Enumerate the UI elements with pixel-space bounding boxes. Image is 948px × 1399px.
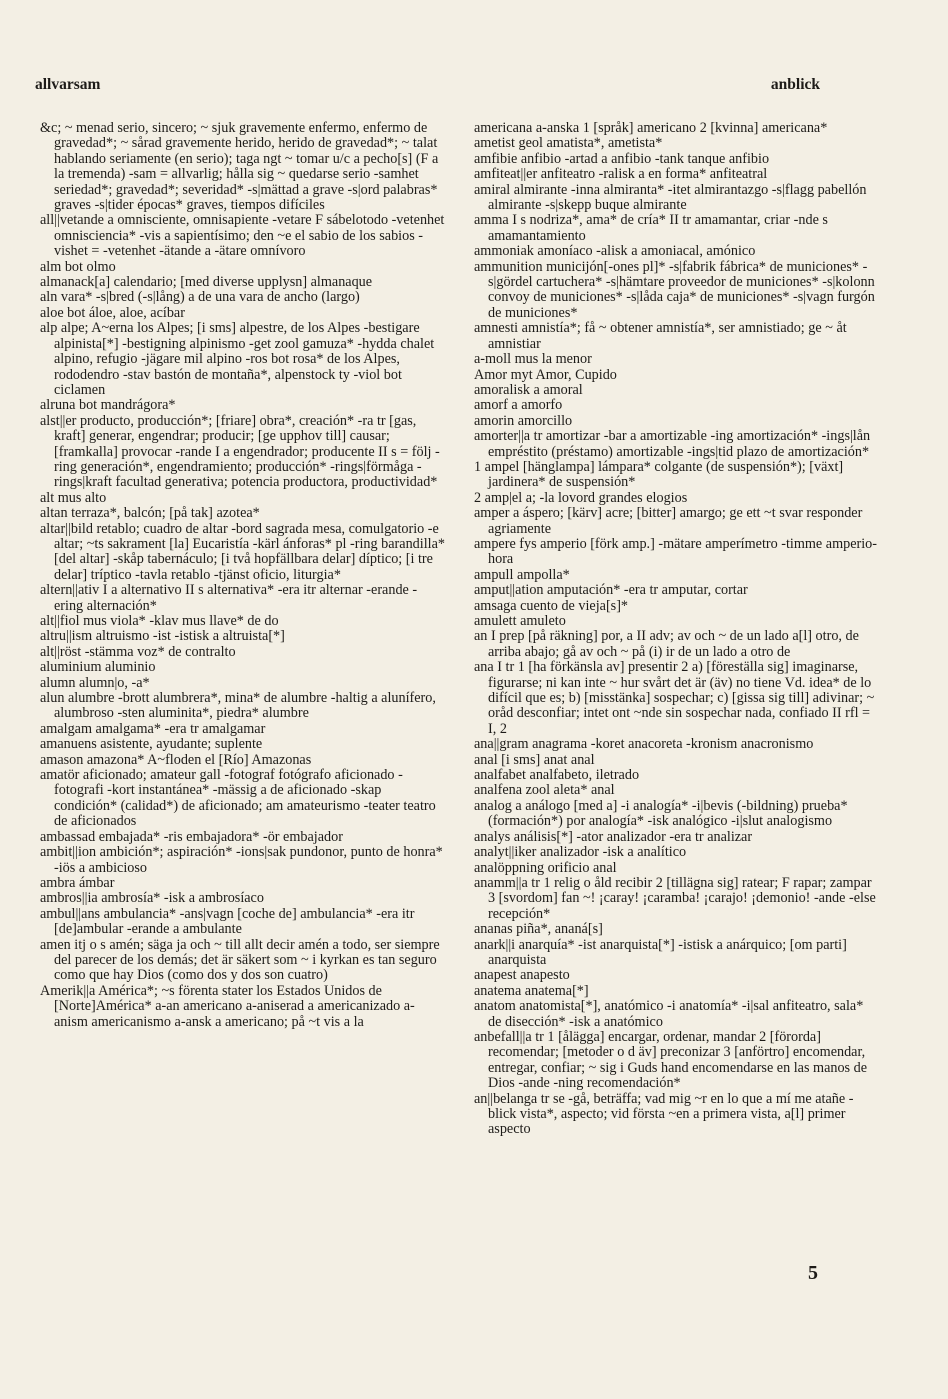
dictionary-entry: ammoniak amoníaco -alisk a amoniacal, amónico bbox=[474, 243, 756, 260]
dictionary-entry: alp alpe; A~erna los Alpes; [i sms] alpestre, de los Alpes -bestigare alpinista[*] -bestigning alpinismo -get zool gamuza* -hydda chalet alpino, refugio -jägare mil alpino -ros bot rosa* de los Alpes, rododendro -stav bastón de montaña*, alpenstock ty -viol bot ciclamen bbox=[40, 320, 435, 398]
dictionary-entry: amen itj o s amén; säga ja och ~ till allt decir amén a todo, ser siempre del parecer de los demás; det är säkert som ~ i kyrkan es tan seguro como que hay Dios (como dos y dos son cuatro) bbox=[40, 936, 440, 984]
dictionary-entry: amanuens asistente, ayudante; suplente bbox=[40, 736, 263, 753]
page-number: 5 bbox=[808, 1262, 818, 1284]
dictionary-entry: alruna bot mandrágora* bbox=[40, 397, 176, 414]
dictionary-entry: anbefall||a tr 1 [ålägga] encargar, ordenar, mandar 2 [förorda] recomendar; [metoder o d äv] preconizar 3 [anförtro] encomendar, entregar, confiar; ~ sig i Guds hand encomendarse en las manos de Dios -ande -ning recomendación* bbox=[474, 1028, 868, 1092]
dictionary-entry: altar||bild retablo; cuadro de altar -bord sagrada mesa, comulgatorio -e altar; ~ts sakrament [la] Eucaristía -kärl ánforas* pl -ring barandilla* [del altar] -skåp tabernáculo; [i två hopfällbara delar] díptico; [i tre delar] tríptico -tavla retablo -tjänst oficio, liturgia* bbox=[40, 520, 445, 583]
dictionary-entry: an||belanga tr se -gå, beträffa; vad mig ~r en lo que a mí me atañe -blick vista*, aspecto; vid första ~en a primera vista, a[l] primer aspecto bbox=[474, 1090, 854, 1138]
dictionary-entry: americana a-anska 1 [språk] americano 2 [kvinna] americana* bbox=[474, 121, 828, 136]
dictionary-entry: amsaga cuento de vieja[s]* bbox=[474, 597, 629, 614]
dictionary-entry: almanack[a] calendario; [med diverse upplysn] almanaque bbox=[40, 274, 373, 291]
dictionary-entry: ambit||ion ambición*; aspiración* -ions|sak pundonor, punto de honra* -iös a ambicioso bbox=[40, 844, 443, 876]
dictionary-entry: analöppning orificio anal bbox=[474, 859, 617, 876]
dictionary-entry: amper a áspero; [kärv] acre; [bitter] amargo; ge ett ~t svar responder agriamente bbox=[474, 505, 863, 537]
dictionary-entry: ana||gram anagrama -koret anacoreta -kronism anacronismo bbox=[474, 736, 814, 753]
dictionary-entry: &c; ~ menad serio, sincero; ~ sjuk gravemente enfermo, enfermo de gravedad*; ~ sårad gravemente herido, herido de gravedad*; ~ talat hablando seriamente (en serio); taga ngt ~ tomar u/c a pecho[s] (F a la tremenda) -sam = allvarlig; hålla sig ~ quedarse serio -samhet seriedad*; gravedad*; severidad* -s|mättad a grave -s|ord palabras* graves -s|tider épocas* graves, tiempos difíciles bbox=[40, 121, 439, 214]
dictionary-entry: analfena zool aleta* anal bbox=[474, 782, 615, 799]
dictionary-entry: amiral almirante -inna almiranta* -itet almirantazgo -s|flagg pabellón almirante -s|skepp buque almirante bbox=[474, 181, 867, 214]
dictionary-entry: alt||fiol mus viola* -klav mus llave* de do bbox=[40, 613, 279, 629]
running-head-right: anblick bbox=[770, 76, 820, 93]
dictionary-entry: amorin amorcillo bbox=[474, 412, 573, 429]
dictionary-entry: anamm||a tr 1 relig o åld recibir 2 [tillägna sig] ratear; F rapar; zampar 3 [svordom] fan ~! ¡caray! ¡caramba! ¡carajo! ¡demonio! -ande -else recepción* bbox=[474, 874, 876, 922]
left-column bbox=[40, 121, 445, 1311]
dictionary-entry: anapest anapesto bbox=[474, 967, 570, 984]
dictionary-entry: amma I s nodriza*, ama* de cría* II tr amamantar, criar -nde s amamantamiento bbox=[474, 212, 828, 244]
dictionary-entry: amason amazona* A~floden el [Río] Amazonas bbox=[40, 751, 312, 768]
dictionary-entry: analys análisis[*] -ator analizador -era tr analizar bbox=[474, 828, 753, 845]
right-column bbox=[474, 121, 879, 1311]
dictionary-entry: alst||er producto, producción*; [friare] obra*, creación* -ra tr [gas, kraft] generar, engendrar; producir; [ge upphov till] causar; [framkalla] provocar -rande I a engendrador; producente II s = följ -ring generación*, engendramiento; producción* -rings|förmåga -rings|kraft facultad generativa; potencia productora, productividad* bbox=[40, 412, 440, 491]
dictionary-entry: amorter||a tr amortizar -bar a amortizable -ing amortización* -ings|lån empréstito (préstamo) amortizable -ings|tid plazo de amortización* bbox=[474, 428, 871, 460]
dictionary-entry: aluminium aluminio bbox=[40, 659, 156, 676]
dictionary-entry: altru||ism altruismo -ist -istisk a altruista[*] bbox=[40, 628, 285, 645]
dictionary-entry: all||vetande a omnisciente, omnisapiente -vetare F sábelotodo -vetenhet omnisciencia* -vis a sapientísimo; den ~e el sabio de los sabios -vishet = -vetenhet -ätande a -ätare omnívoro bbox=[40, 212, 445, 260]
dictionary-entry: ana I tr 1 [ha förkänsla av] presentir 2 a) [föreställa sig] imaginarse, figurarse; ni kan inte ~ hur svårt det är (äv) no tiene Vd. idea* de lo difícil que es; b) [misstänka] sospechar; c) [gissa sig till] adivinar; ~ oråd desconfiar; intet ont ~nde sin sospechar nada, confiado II rfl = I, 2 bbox=[474, 659, 875, 737]
dictionary-entry: ametist geol amatista*, ametista* bbox=[474, 135, 663, 152]
dictionary-entry: amorf a amorfo bbox=[474, 397, 563, 414]
dictionary-entry: amoralisk a amoral bbox=[474, 381, 583, 398]
dictionary-entry: Amor myt Amor, Cupido bbox=[474, 366, 617, 383]
dictionary-entry: ambul||ans ambulancia* -ans|vagn [coche de] ambulancia* -era itr [de]ambular -erande a ambulante bbox=[40, 905, 415, 938]
dictionary-entry: amfibie anfibio -artad a anfibio -tank tanque anfibio bbox=[474, 150, 770, 167]
dictionary-entry: ambassad embajada* -ris embajadora* -ör embajador bbox=[40, 828, 343, 845]
dictionary-entry: analyt||iker analizador -isk a analítico bbox=[474, 844, 687, 861]
dictionary-entry: a-moll mus la menor bbox=[474, 351, 592, 368]
dictionary-entry: anal [i sms] anat anal bbox=[474, 751, 595, 768]
dictionary-entry: amulett amuleto bbox=[474, 613, 566, 629]
dictionary-entry: anatema anatema[*] bbox=[474, 982, 589, 999]
dictionary-entry: amput||ation amputación* -era tr amputar, cortar bbox=[474, 582, 748, 599]
dictionary-entry: aloe bot áloe, aloe, acíbar bbox=[40, 304, 185, 321]
dictionary-entry: alm bot olmo bbox=[40, 258, 116, 275]
dictionary-entry: analog a análogo [med a] -i analogía* -i|bevis (-bildning) prueba* (formación*) por analogía* -isk analógico -i|slut analogismo bbox=[474, 797, 848, 830]
dictionary-entry: alun alumbre -brott alumbrera*, mina* de alumbre -haltig a alunífero, alumbroso -sten aluminita*, piedra* alumbre bbox=[40, 690, 436, 722]
dictionary-entry: amfiteat||er anfiteatro -ralisk a en forma* anfiteatral bbox=[474, 166, 768, 183]
dictionary-entry: ambra ámbar bbox=[40, 874, 115, 891]
dictionary-entry: alumn alumn|o, -a* bbox=[40, 674, 150, 691]
dictionary-entry: altan terraza*, balcón; [på tak] azotea* bbox=[40, 505, 260, 522]
dictionary-entry: ampere fys amperio [förk amp.] -mätare amperímetro -timme amperio-hora bbox=[474, 535, 877, 568]
dictionary-entry: ampull ampolla* bbox=[474, 566, 570, 583]
dictionary-entry: Amerik||a América*; ~s förenta stater los Estados Unidos de [Norte]América* a-an americano a-aniserad a americanizado a-anism americanismo a-ansk a americano; på ~t vis a la bbox=[40, 982, 415, 1030]
dictionary-entry: 1 ampel [hänglampa] lámpara* colgante (de suspensión*); [växt] jardinera* de suspensión* bbox=[474, 458, 844, 491]
dictionary-entry: alt mus alto bbox=[40, 489, 107, 506]
dictionary-entry: ananas piña*, ananá[s] bbox=[474, 921, 603, 938]
dictionary-entry: altern||ativ I a alternativo II s alternativa* -era itr alternar -erande -ering alternación* bbox=[40, 582, 418, 614]
dictionary-entry: anark||i anarquía* -ist anarquista[*] -istisk a anárquico; [om parti] anarquista bbox=[474, 936, 847, 968]
dictionary-entry: anatom anatomista[*], anatómico -i anatomía* -i|sal anfiteatro, sala* de disección* -isk a anatómico bbox=[474, 998, 864, 1030]
dictionary-entry: ambros||ia ambrosía* -isk a ambrosíaco bbox=[40, 890, 264, 907]
dictionary-entry: amnesti amnistía*; få ~ obtener amnistía*, ser amnistiado; ge ~ åt amnistiar bbox=[474, 320, 847, 352]
dictionary-entry: aln vara* -s|bred (-s|lång) a de una vara de ancho (largo) bbox=[40, 289, 360, 306]
dictionary-entry: ammunition municijón[-ones pl]* -s|fabrik fábrica* de municiones* -s|gördel cartuchera* -s|hämtare proveedor de municiones* -s|kolonn convoy de municiones* -s|låda caja* de municiones* -s|vagn furgón de municiones* bbox=[474, 258, 875, 321]
dictionary-entry: alt||röst -stämma voz* de contralto bbox=[40, 643, 236, 660]
dictionary-entry: analfabet analfabeto, iletrado bbox=[474, 767, 640, 784]
dictionary-entry: 2 amp|el a; -la lovord grandes elogios bbox=[474, 489, 688, 506]
dictionary-entry: amalgam amalgama* -era tr amalgamar bbox=[40, 720, 266, 737]
dictionary-entry: amatör aficionado; amateur gall -fotograf fotógrafo aficionado -fotografi -kort instantánea* -mässig a de aficionado -skap condición* (calidad*) de aficionado; am amateurismo -teater teatro de aficionados bbox=[40, 767, 436, 830]
running-head-left: allvarsam bbox=[35, 76, 101, 93]
dictionary-entry: an I prep [på räkning] por, a II adv; av och ~ de un lado a[l] otro, de arriba abajo; gå av och ~ på (i) ir de un lado a otro de bbox=[474, 628, 859, 660]
